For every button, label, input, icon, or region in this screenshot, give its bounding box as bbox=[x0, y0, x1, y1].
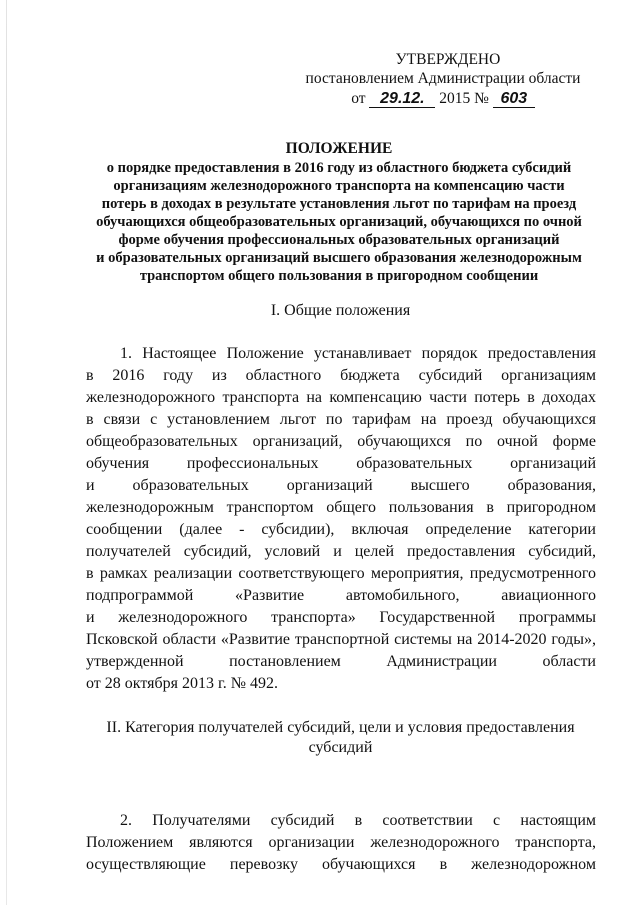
paragraph-line: общеобразовательных организаций, обучающихся по очной форме bbox=[86, 433, 596, 450]
from-label: от bbox=[351, 90, 366, 107]
title-line: и образовательных организаций высшего образования железнодорожным bbox=[96, 250, 582, 266]
approved-label: УТВЕРЖДЕНО bbox=[395, 51, 501, 68]
title-line: организациям железнодорожного транспорта на компенсацию части bbox=[113, 178, 565, 194]
section-2-heading bbox=[58, 718, 623, 758]
paragraph-line: железнодорожным транспортом общего пользования в пригородном bbox=[86, 499, 596, 516]
title-main: ПОЛОЖЕНИЕ bbox=[285, 140, 393, 157]
paragraph-line: получателей субсидий, условий и целей предоставления субсидий, bbox=[86, 543, 596, 560]
paragraph-line: от 28 октября 2013 г. № 492. bbox=[86, 675, 279, 692]
paragraph-line: подпрограммой «Развитие автомобильного, авиационного bbox=[86, 587, 596, 604]
paragraph-line: в рамках реализации соответствующего мероприятия, предусмотренного bbox=[86, 565, 596, 582]
paragraph-line: и железнодорожного транспорта» Государственной программы bbox=[86, 609, 596, 626]
paragraph-line: железнодорожного транспорта на компенсацию части потерь в доходах bbox=[86, 389, 596, 406]
paragraph-line: обучения профессиональных образовательных организаций bbox=[86, 455, 596, 472]
handwritten-number: 603 bbox=[493, 91, 535, 108]
approved-by: постановлением Администрации области bbox=[305, 70, 581, 87]
handwritten-date: 29.12. bbox=[369, 91, 435, 108]
title-line: о порядке предоставления в 2016 году из областного бюджета субсидий bbox=[106, 160, 572, 176]
paragraph-line: Положением являются организации железнодорожного транспорта, bbox=[86, 834, 596, 851]
section-2-heading-line: субсидий bbox=[308, 739, 373, 756]
title-line: потерь в доходах в результате установления льгот по тарифам на проезд bbox=[101, 196, 577, 212]
approval-block bbox=[298, 50, 588, 108]
title-line: обучающихся общеобразовательных организаций, обучающихся по очной bbox=[96, 214, 582, 230]
paragraph-1 bbox=[86, 343, 596, 695]
paragraph-line: утвержденной постановлением Администрации области bbox=[86, 653, 596, 670]
title-line: транспортом общего пользования в пригородном сообщении bbox=[139, 268, 539, 284]
approval-date-line bbox=[298, 89, 588, 108]
paragraph-line: сообщении (далее - субсидии), включая определение категории bbox=[86, 521, 596, 538]
section-2-heading-line: II. Категория получателей субсидий, цели и условия предоставления bbox=[106, 719, 575, 736]
document-title bbox=[48, 140, 630, 285]
paragraph-2 bbox=[86, 810, 596, 876]
title-line: форме обучения профессиональных образовательных организаций bbox=[118, 232, 560, 248]
approval-year: 2015 № bbox=[439, 90, 489, 107]
paragraph-line: Псковской области «Развитие транспортной системы на 2014-2020 годы», bbox=[86, 631, 596, 648]
paragraph-line: в 2016 году из областного бюджета субсидий организациям bbox=[86, 367, 596, 384]
paragraph-line: 2. Получателями субсидий в соответствии с настоящим bbox=[120, 812, 596, 829]
scan-edge bbox=[6, 0, 7, 905]
section-1-heading: I. Общие положения bbox=[270, 302, 411, 319]
paragraph-line: и образовательных организаций высшего образования, bbox=[86, 477, 596, 494]
paragraph-line: осуществляющие перевозку обучающихся в железнодорожном bbox=[86, 856, 596, 873]
paragraph-line: 1. Настоящее Положение устанавливает порядок предоставления bbox=[120, 345, 596, 362]
paragraph-line: в связи с установлением льгот по тарифам на проезд обучающихся bbox=[86, 411, 596, 428]
